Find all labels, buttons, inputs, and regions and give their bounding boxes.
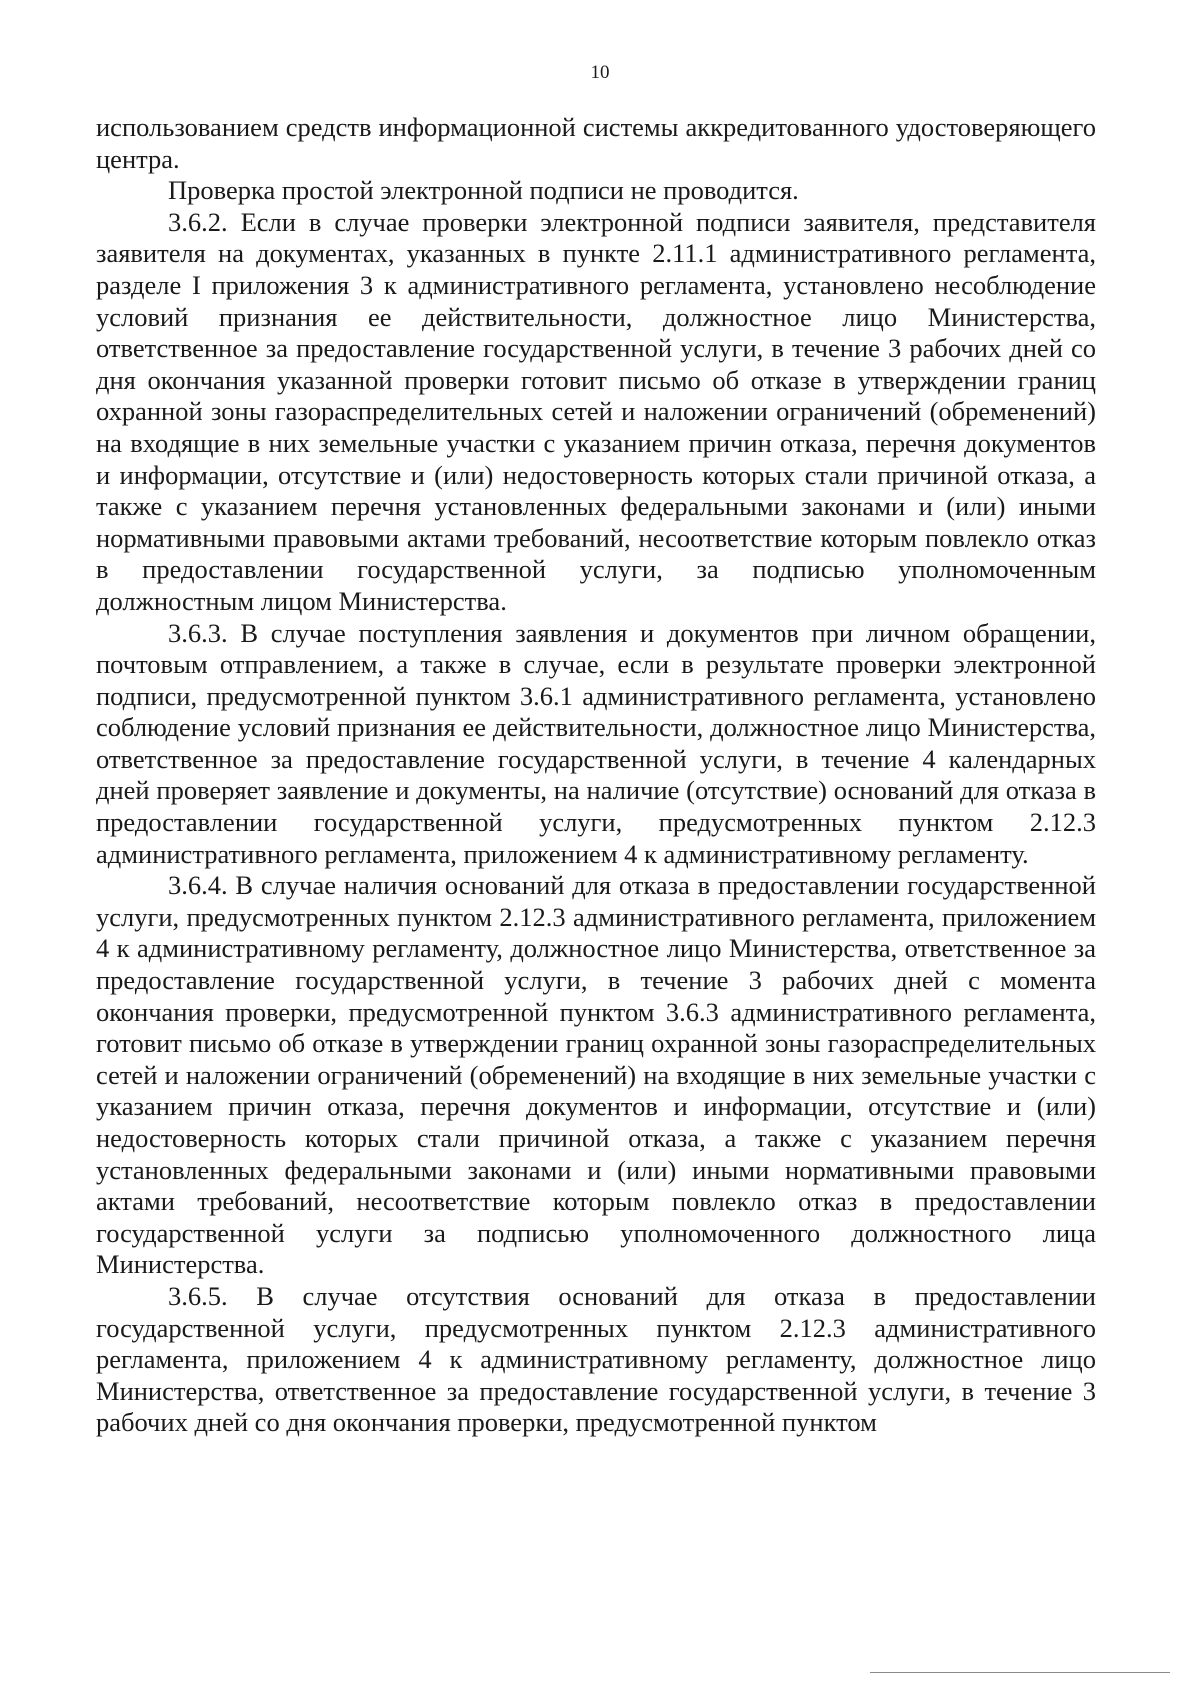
page-number: 10 <box>590 62 610 83</box>
paragraph-3-6-5: 3.6.5. В случае отсутствия оснований для отказа в предоставлении государственной услуги, предусмотренных пунктом 2.12.3 административного регламента, приложением 4 к административному регламенту, должностное лицо Министерства, ответственное за предоставление государственной услуги, в течение 3 рабочих дней со дня окончания проверки, предусмотренной пунктом <box>96 1280 1096 1438</box>
paragraph-3-6-3: 3.6.3. В случае поступления заявления и документов при личном обращении, почтовым отправлением, а также в случае, если в результате проверки электронной подписи, предусмотренной пунктом 3.6.1 административного регламента, установлено соблюдение условий признания ее действительности, должностное лицо Министерства, ответственное за предоставление государственной услуги, в течение 4 календарных дней проверяет заявление и документы, на наличие (отсутствие) оснований для отказа в предоставлении государственной услуги, предусмотренных пунктом 2.12.3 административного регламента, приложением 4 к административному регламенту. <box>96 617 1096 869</box>
paragraph-3-6-2: 3.6.2. Если в случае проверки электронной подписи заявителя, представителя заявителя на документах, указанных в пункте 2.11.1 административного регламента, разделе I приложения 3 к административного регламента, установлено несоблюдение условий признания ее действительности, должностное лицо Министерства, ответственное за предоставление государственной услуги, в течение 3 рабочих дней со дня окончания указанной проверки готовит письмо об отказе в утверждении границ охранной зоны газораспределительных сетей и наложении ограничений (обременений) на входящие в них земельные участки с указанием причин отказа, перечня документов и информации, отсутствие и (или) недостоверность которых стали причиной отказа, а также с указанием перечня установленных федеральными законами и (или) иными нормативными правовыми актами требований, несоответствие которым повлекло отказ в предоставлении государственной услуги, за подписью уполномоченным должностным лицом Министерства. <box>96 206 1096 616</box>
paragraph-simple-signature: Проверка простой электронной подписи не проводится. <box>168 175 799 206</box>
paragraph-3-6-4: 3.6.4. В случае наличия оснований для отказа в предоставлении государственной услуги, предусмотренных пунктом 2.12.3 административного регламента, приложением 4 к административному регламенту, должностное лицо Министерства, ответственное за предоставление государственной услуги, в течение 3 рабочих дней с момента окончания проверки, предусмотренной пунктом 3.6.3 административного регламента, готовит письмо об отказе в утверждении границ охранной зоны газораспределительных сетей и наложении ограничений (обременений) на входящие в них земельные участки с указанием причин отказа, перечня документов и информации, отсутствие и (или) недостоверность которых стали причиной отказа, а также с указанием перечня установленных федеральными законами и (или) иными нормативными правовыми актами требований, несоответствие которым повлекло отказ в предоставлении государственной услуги за подписью уполномоченного должностного лица Министерства. <box>96 870 1096 1280</box>
document-body <box>96 112 1096 1439</box>
bottom-rule <box>870 1672 1170 1673</box>
paragraph-continuation: использованием средств информационной системы аккредитованного удостоверяющего центра. <box>96 112 1096 174</box>
